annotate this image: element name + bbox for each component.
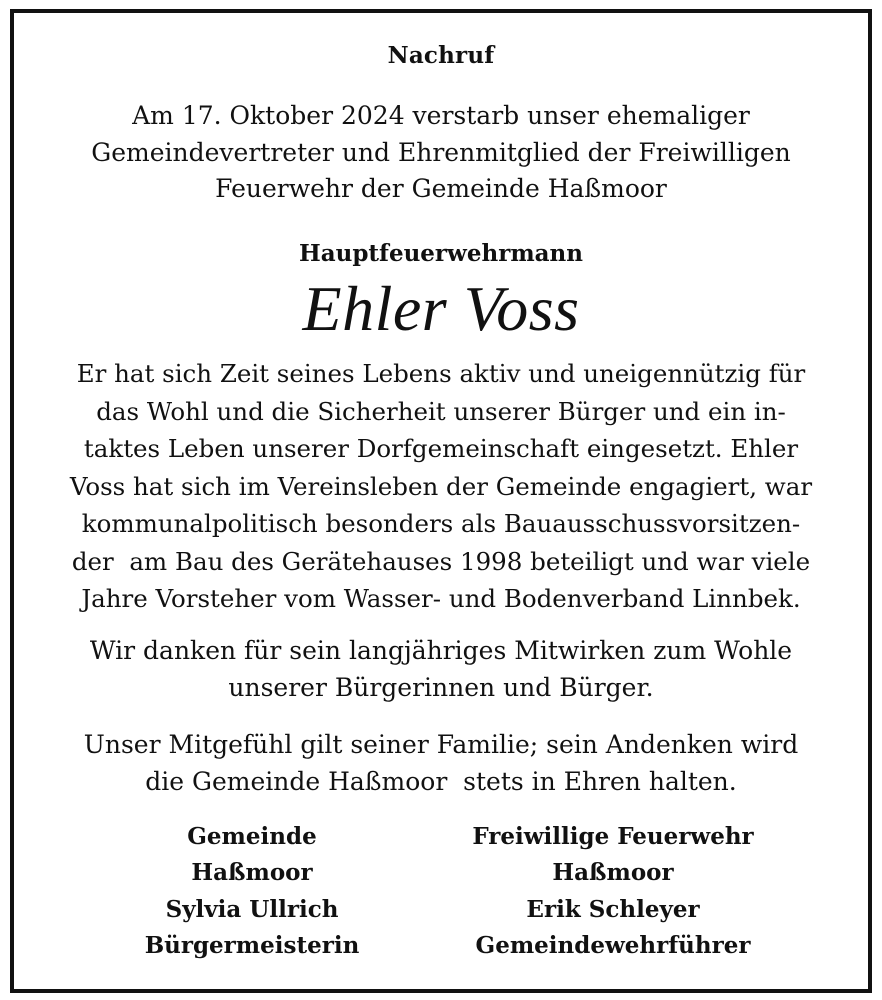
- signature-line: Haßmoor: [191, 859, 313, 887]
- signature-line: Gemeindewehrführer: [475, 931, 751, 959]
- signature-line: Erik Schleyer: [526, 895, 700, 923]
- bio-line: Voss hat sich im Vereinsleben der Gemeinde engagiert, war: [69, 471, 813, 501]
- bio-line: der am Bau des Gerätehauses 1998 beteiligt und war viele: [71, 546, 811, 576]
- bio-line: taktes Leben unserer Dorfgemeinschaft eingesetzt. Ehler: [83, 434, 799, 463]
- signature-line: Freiwillige Feuerwehr: [472, 823, 754, 850]
- intro-line: Am 17. Oktober 2024 verstarb unser ehemaliger: [132, 101, 750, 130]
- bio-paragraph: [14, 355, 868, 618]
- bio-line: das Wohl und die Sicherheit unserer Bürger und ein in-: [96, 396, 786, 426]
- bio-line: kommunalpolitisch besonders als Bauausschussvorsitzen-: [81, 509, 801, 538]
- deceased-name: Ehler Voss: [302, 273, 580, 344]
- thanks-paragraph: [14, 633, 868, 706]
- bio-line: Jahre Vorsteher vom Wasser- und Bodenverband Linnbek.: [81, 584, 801, 613]
- intro-line: Gemeindevertreter und Ehrenmitglied der Freiwilligen: [91, 137, 791, 167]
- sympathy-line: die Gemeinde Haßmoor stets in Ehren halten.: [145, 766, 737, 796]
- signature-municipality: [62, 819, 442, 964]
- signature-line: Bürgermeisterin: [144, 931, 360, 959]
- intro-line: Feuerwehr der Gemeinde Haßmoor: [215, 174, 667, 203]
- notice-heading: Nachruf: [387, 42, 495, 69]
- signature-line: Gemeinde: [187, 823, 317, 850]
- deceased-rank: Hauptfeuerwehrmann: [298, 240, 584, 267]
- thanks-line: Wir danken für sein langjähriges Mitwirken zum Wohle: [89, 636, 793, 665]
- signature-fire-brigade: [423, 819, 803, 964]
- bio-line: Er hat sich Zeit seines Lebens aktiv und uneigennützig für: [76, 359, 806, 388]
- intro-paragraph: [14, 98, 868, 208]
- sympathy-paragraph: [14, 727, 868, 800]
- thanks-line: unserer Bürgerinnen und Bürger.: [228, 672, 654, 702]
- signature-line: Haßmoor: [552, 859, 674, 887]
- signature-line: Sylvia Ullrich: [165, 895, 339, 923]
- sympathy-line: Unser Mitgefühl gilt seiner Familie; sein Andenken wird: [83, 730, 799, 759]
